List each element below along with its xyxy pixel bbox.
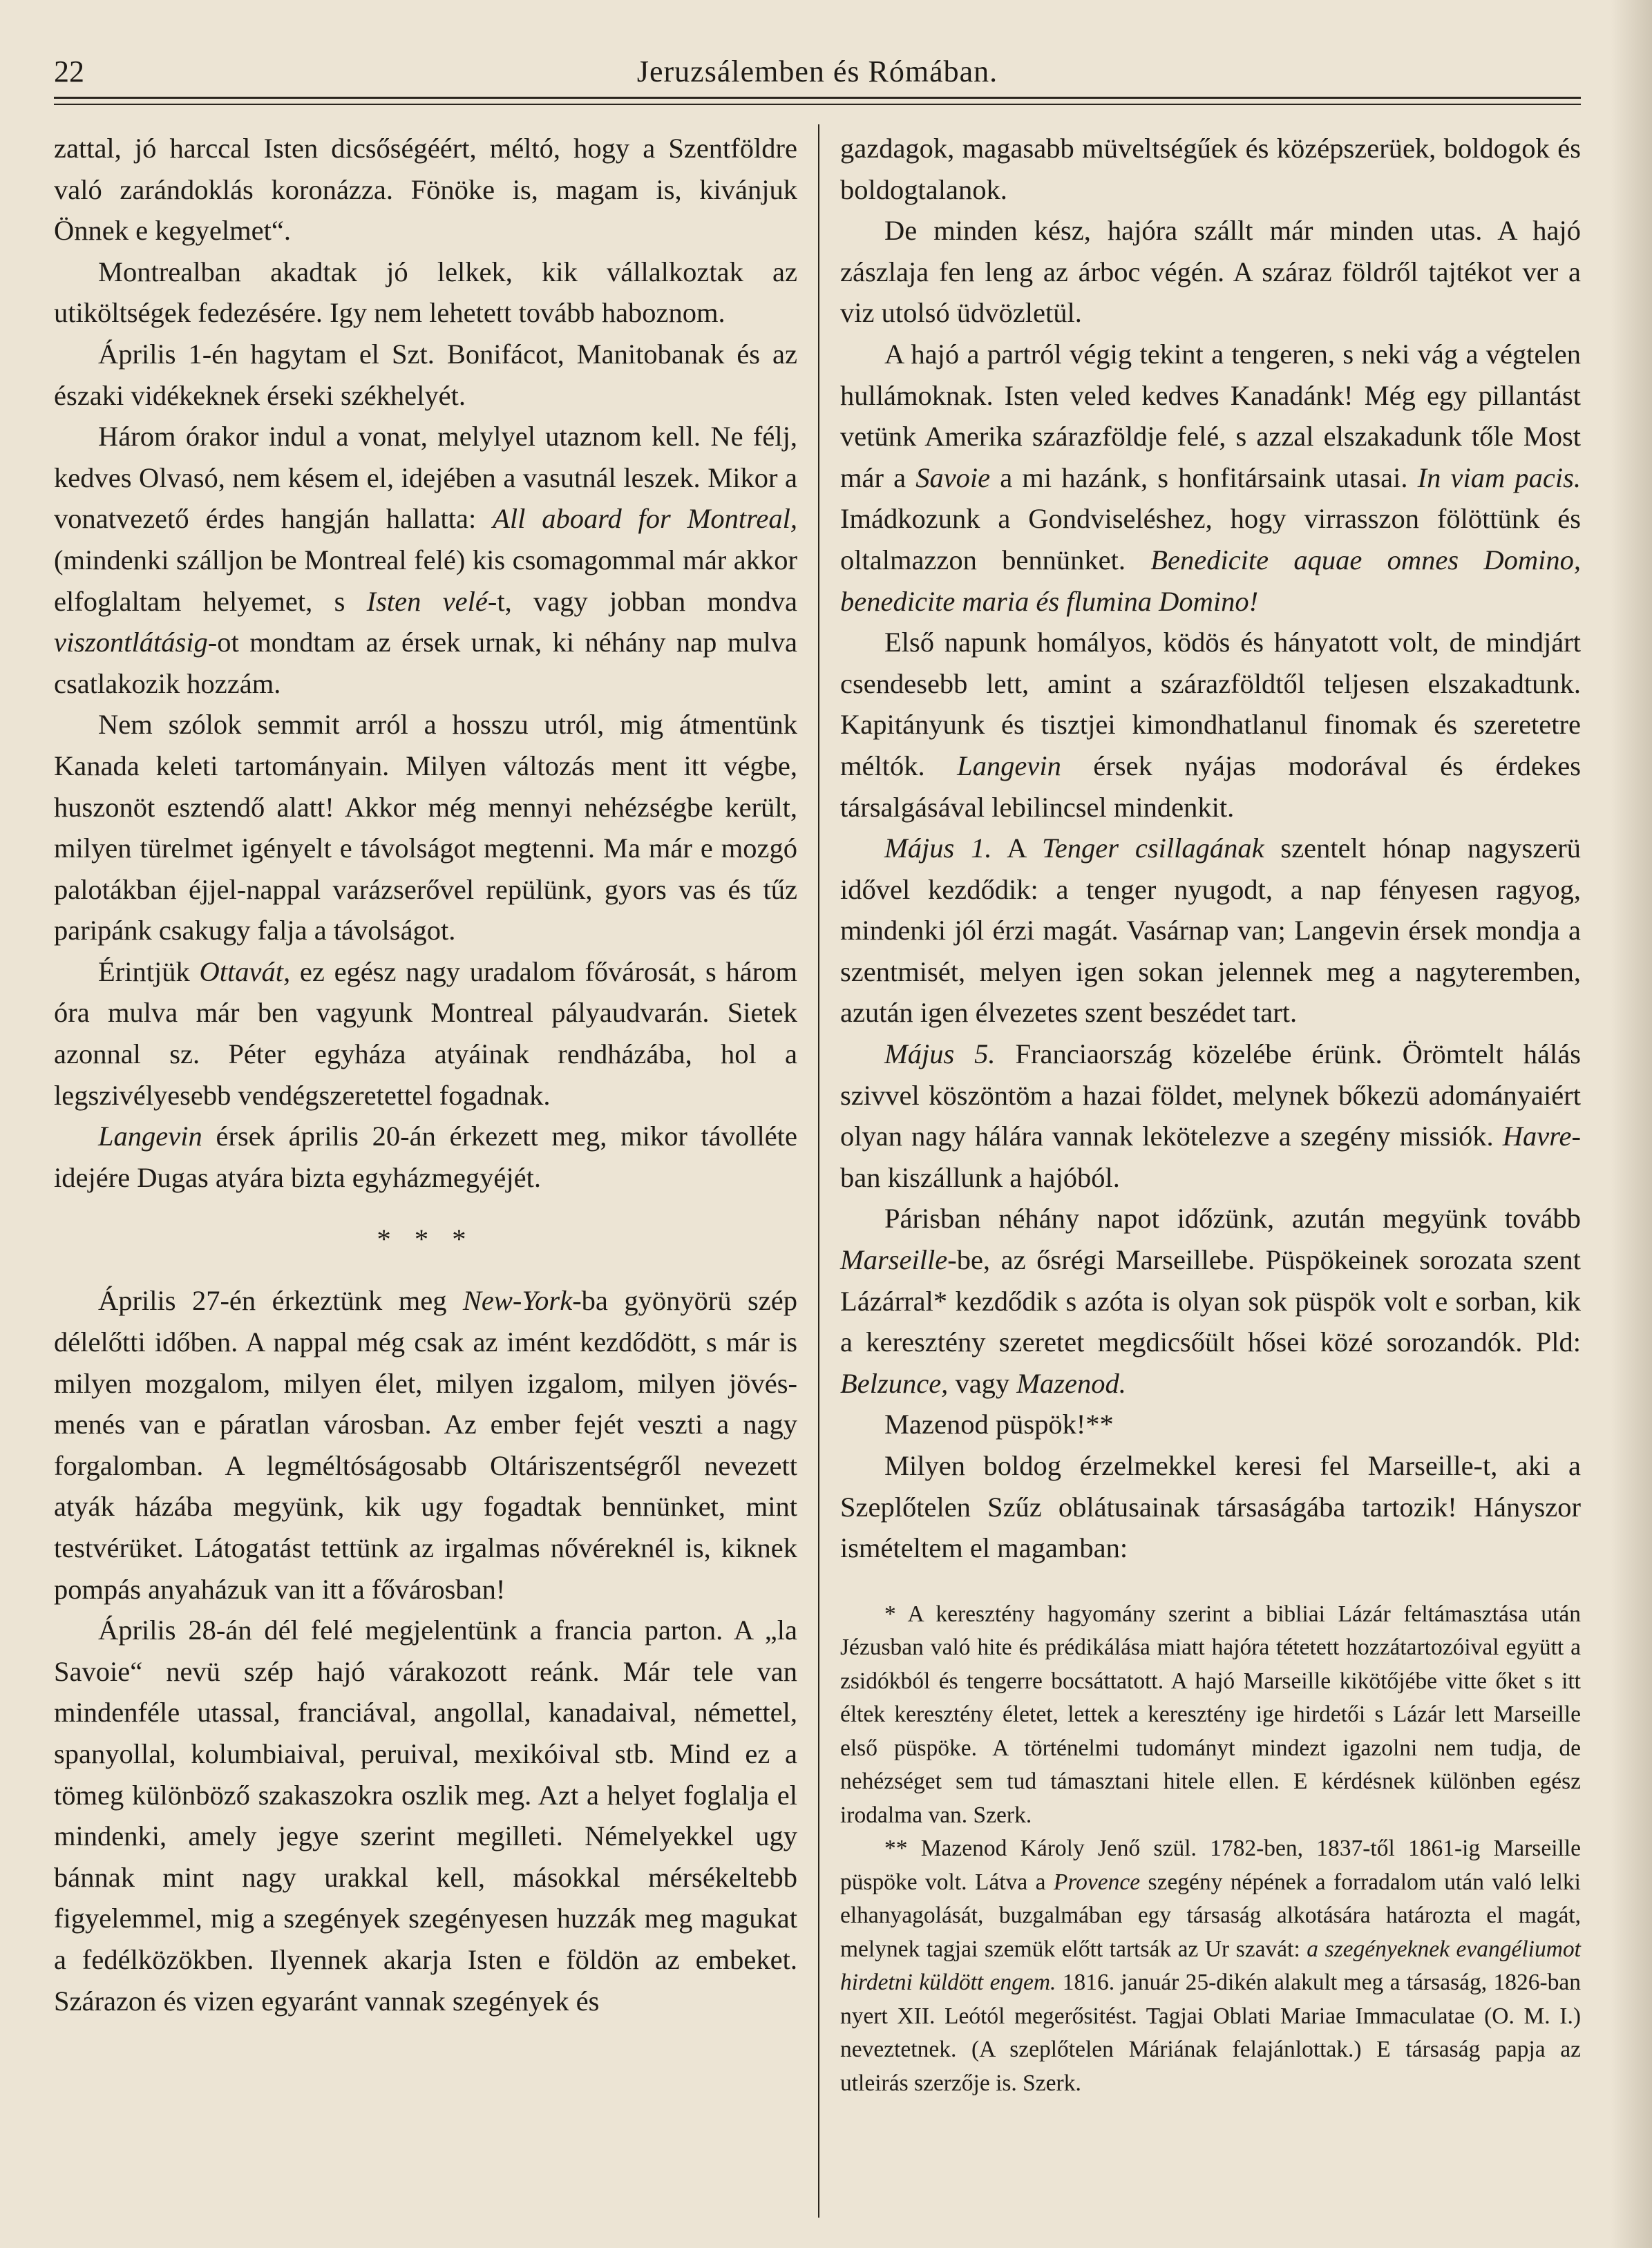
text-run: érsek április 20-án érkezett meg, mikor távolléte idejére Dugas atyára bizta egyházmegyéjét. (54, 1121, 797, 1193)
text-run: -ba gyönyörü szép délelőtti időben. A nappal még csak az imént kezdődött, s már is milyen mozgalom, milyen élet, milyen izgalom, milyen jövés-menés van e páratlan városban. Az ember fejét veszti a nagy forgalomban. A legméltóságosabb Oltáriszentségről nevezett atyák házába megyünk, kik ugy fogadtak bennünket, mint testvérüket. Látogatást tettünk az irgalmas nővéreknél is, kiknek pompás anyaházuk van itt a fővárosban! (54, 1285, 797, 1605)
paragraph (54, 1116, 797, 1198)
paragraph (840, 1198, 1581, 1404)
paragraph (840, 1033, 1581, 1198)
italic-phrase: Savoie (915, 461, 991, 493)
section-separator: * * * (377, 1223, 475, 1255)
footnotes (840, 1598, 1581, 2101)
text-run: vagy (948, 1367, 1017, 1399)
text-run: ez egész nagy uradalom fővárosát, s három óra mulva már ben vagyunk Montreal pályaudvarán. Sietek azonnal sz. Péter egyháza atyáinak rendházába, hol a legszivélyesebb vendégszeretettel fogadnak. (54, 955, 797, 1111)
text-run: A hajó a partról végig tekint a tengeren, s neki vág a végtelen hullámoknak. Isten veled kedves Kanadánk! Még egy pillantást vetünk Amerika szárazföldje felé, s azzal elszakadunk tőle Most már a (840, 338, 1581, 493)
italic-phrase: viszontlátásig (54, 627, 208, 658)
text-run: érsek nyájas modorával és érdekes társalgásával lebilincsel mindenkit. (840, 750, 1581, 823)
italic-phrase: Belzunce, (840, 1367, 949, 1399)
text-run: Érintjük (98, 955, 200, 987)
text-run: 1816. január 25-dikén alakult meg a társaság, 1826-ban nyert XII. Leótól megerősitést. Tagjai Oblati Mariae Immaculatae (O. M. I.) neveztetnek. (A szeplőtelen Máriának felajánlottak.) E társaság papja az utleirás szerzője is. Szerk. (840, 1970, 1582, 2096)
paragraph (840, 622, 1581, 828)
text-run: -ot mondtam az érsek urnak, ki néhány nap mulva csatlakozik hozzám. (54, 627, 797, 699)
italic-phrase: Isten velé (366, 585, 488, 617)
paragraph: Milyen boldog érzelmekkel keresi fel Marseille-t, aki a Szeplőtelen Szűz oblátusainak társaságába tartozik! Hányszor ismételtem el magamban: (840, 1450, 1581, 1564)
italic-phrase: Marseille (840, 1244, 948, 1276)
text-run: -t, vagy jobban mondva (487, 585, 798, 617)
paragraph (840, 334, 1581, 622)
running-title: Jeruzsálemben és Rómában. (636, 55, 998, 88)
italic-phrase: Május 1. (884, 832, 992, 864)
italic-phrase: Tenger csillagának (1041, 832, 1264, 864)
paragraph (54, 951, 797, 1116)
italic-phrase: New-York (462, 1285, 573, 1317)
footnote: * A keresztény hagyomány szerint a bibliai Lázár feltámasztása után Jézusban való hite és prédikálása miatt hajóra tétetett hozzátartozóival együtt a zsidókból és tengerre bocsáttatott. A hajó Marseille kikötőjébe vitte őket s itt éltek keresztény életet, lettek a keresztény ige hirdetői s Lázár lett Marseille első püspöke. A történelmi tudományt mindezt igazolni nem tudja, de nehézséget sem tud támasztani hitele ellen. E kérdésnek különben egész irodalma van. Szerk. (840, 1601, 1581, 1828)
paragraph (54, 416, 797, 704)
column-divider (818, 124, 819, 2218)
italic-phrase: All aboard for Montreal, (493, 503, 797, 535)
paragraph: Nem szólok semmit arról a hosszu utról, mig átmentünk Kanada keleti tartományain. Milyen változás ment itt végbe, huszonöt esztendő alatt! Akkor még mennyi nehézségbe került, milyen türelmet igényelt e távolságot megtenni. Ma már e mozgó palotákban éjjel-nappal varázserővel repülünk, gyors vas és tűz paripánk csakugy falja a távolságot. (54, 709, 797, 946)
italic-phrase: Ottavát, (199, 955, 291, 987)
italic-phrase: Mazenod. (1016, 1367, 1126, 1399)
text-run: Imádkozunk a Gondviseléshez, hogy virrasszon fölöttünk és oltalmazzon bennünket. (840, 503, 1581, 575)
paragraph: Montrealban akadtak jó lelkek, kik vállalkoztak az utiköltségek fedezésére. Igy nem lehetett tovább haboznom. (54, 256, 797, 329)
paragraph: gazdagok, magasabb müveltségűek és középszerüek, boldogok és boldogtalanok. (840, 133, 1581, 205)
text-run: a mi hazánk, s honfitársaink utasai. (990, 461, 1418, 493)
italic-phrase: In viam pacis. (1417, 461, 1581, 493)
page-number: 22 (54, 55, 84, 88)
right-column (840, 128, 1581, 2100)
text-run: -ban kiszállunk a hajóból. (840, 1121, 1581, 1193)
paragraph: Mazenod püspök!** (884, 1409, 1114, 1440)
footnote (840, 1832, 1581, 2100)
text-run: (mindenki szálljon be Montreal felé) kis csomagommal már akkor elfoglaltam helyemet, s (54, 544, 797, 617)
italic-phrase: Langevin (98, 1121, 202, 1152)
left-column (54, 128, 797, 2021)
text-run: szegény népének a forradalom után való lelki elhanyagolását, buzgalmában egy társaság alkotására határozta el magát, melynek tagjai szemük előtt tartsák az Ur szavát: (840, 1869, 1581, 1962)
italic-phrase: Langevin (957, 750, 1061, 781)
italic-phrase: Havre (1502, 1121, 1572, 1152)
text-run: -be, az ősrégi Marseillebe. Püspökeinek sorozata szent Lázárral* kezdődik s azóta is olyan sok püspök volt e sorban, kik a keresztény szeretet megdicsőült hősei közé sorozandók. Pld: (840, 1244, 1581, 1358)
text-run: Franciaország közelébe érünk. Örömtelt hálás szivvel köszöntöm a hazai földet, melynek bőkezü adományaiért olyan nagy hálára vannak lekötelezve a szegény missiók. (840, 1038, 1582, 1152)
text-run: Három órakor indul a vonat, melylyel utaznom kell. Ne félj, kedves Olvasó, nem késem el, idejében a vasutnál leszek. Mikor a vonatvezető érdes hangján hallatta: (54, 421, 797, 535)
text-run: Első napunk homályos, ködös és hányatott volt, de mindjárt csendesebb lett, amint a szárazföldtől teljesen elszakadtunk. Kapitányunk és tisztjei kimondhatlanul finomak és szeretetre méltók. (840, 627, 1581, 781)
paragraph (840, 828, 1581, 1033)
italic-phrase: Május 5. (884, 1038, 996, 1070)
text-run: ** Mazenod Károly Jenő szül. 1782-ben, 1837-től 1861-ig Marseille püspöke volt. Látva a (840, 1836, 1581, 1895)
page-header (54, 54, 1581, 102)
paragraph: Április 1-én hagytam el Szt. Bonifácot, Manitobanak és az északi vidékeknek érseki székhelyét. (54, 338, 797, 411)
header-rule (54, 97, 1581, 99)
header-rule-secondary (54, 104, 1581, 105)
page-edge-shadow (1611, 0, 1652, 2248)
text-run: szentelt hónap nagyszerü idővel kezdődik: a tenger nyugodt, a nap fényesen ragyog, mindenki jól érzi magát. Vasárnap van; Langevin érsek mondja a szentmisét, melyen igen sokan jelennek meg a nagyteremben, azután igen élvezetes szent beszédet tart. (840, 832, 1581, 1029)
paragraph: zattal, jó harccal Isten dicsőségéért, méltó, hogy a Szentföldre való zarándoklás koronázza. Fönöke is, magam is, kivánjuk Önnek e kegyelmet“. (54, 133, 797, 247)
text-run: A (991, 832, 1042, 864)
italic-phrase: Provence (1053, 1869, 1141, 1895)
paragraph: De minden kész, hajóra szállt már minden utas. A hajó zászlaja fen leng az árboc végén. A száraz földről tajtékot ver a viz utolsó üdvözletül. (840, 215, 1581, 329)
italic-phrase: a szegényeknek evangéliumot hirdetni küldött engem. (840, 1936, 1581, 1996)
paragraph: Április 28-án dél felé megjelentünk a francia parton. A „la Savoie“ nevü szép hajó várakozott reánk. Már tele van mindenféle utassal, franciával, angollal, kanadaival, némettel, spanyollal, kolumbiaival, peruival, mexikóival stb. Mind ez a tömeg különböző szakaszokra oszlik meg. Azt a helyet foglalja el mindenki, amely jegye szerint megilleti. Némelyekkel ugy bánnak mint nagy urakkal kell, másokkal mérsékeltebb figyelemmel, mig a szegények szegényesen huzzák meg magukat a fedélközökben. Ilyennek akarja Isten e földön az embeket. Szárazon és vizen egyaránt vannak szegények és (54, 1614, 797, 2017)
italic-phrase: Benedicite aquae omnes Domino, benedicite maria és flumina Domino! (840, 544, 1581, 617)
paragraph (54, 1280, 797, 1610)
text-run: Április 27-én érkeztünk meg (98, 1285, 463, 1317)
text-run: Párisban néhány napot időzünk, azután megyünk tovább (884, 1203, 1581, 1235)
